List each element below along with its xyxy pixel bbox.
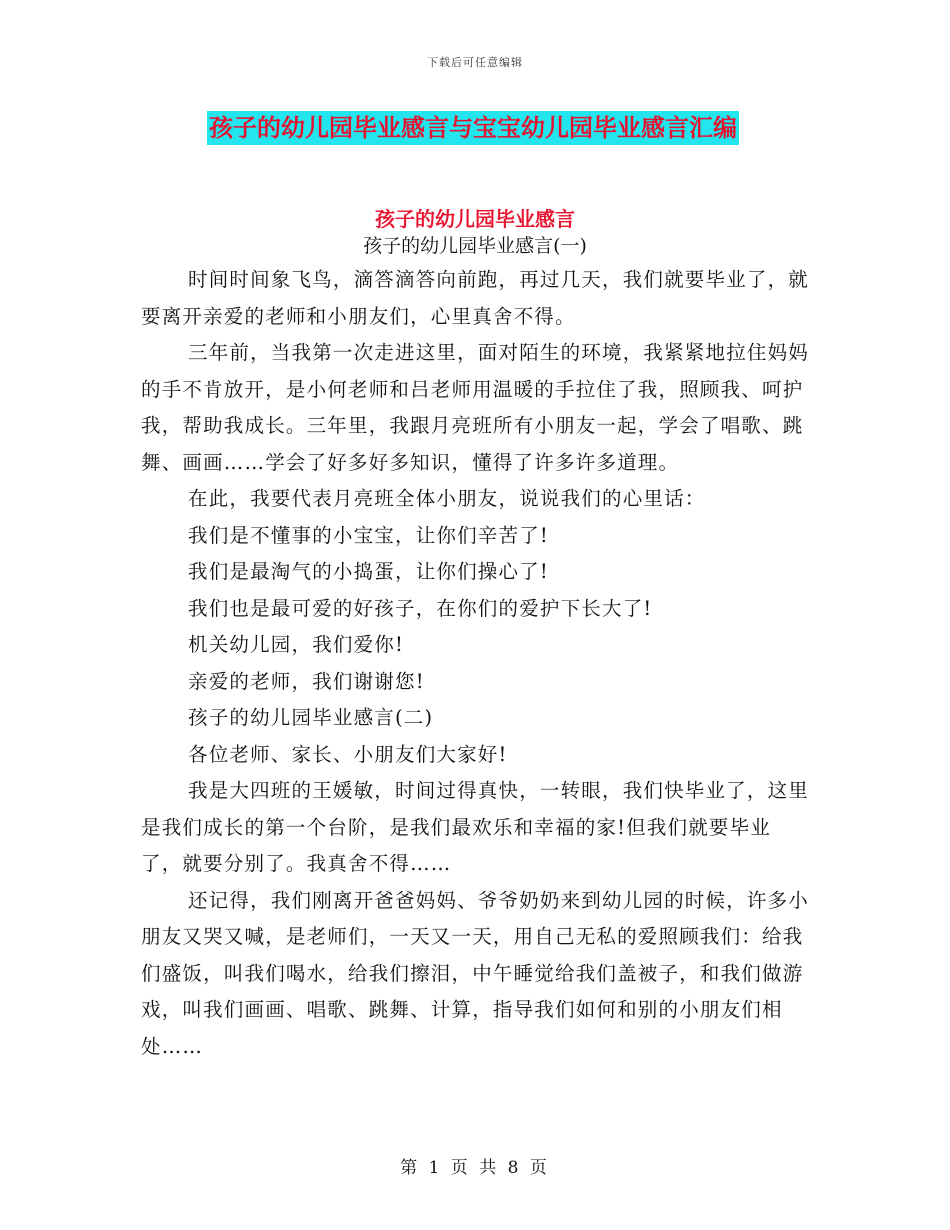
section-subtitle: 孩子的幼儿园毕业感言(一) (363, 235, 587, 257)
paragraph: 还记得，我们刚离开爸爸妈妈、爷爷奶奶来到幼儿园的时候，许多小朋友又哭又喊，是老师们，一天又一天，用自己无私的爱照顾我们：给我们盛饭，叫我们喝水，给我们擦泪，中午睡觉给我们盖被子，和我们做游戏，叫我们画画、唱歌、跳舞、计算，指导我们如何和别的小朋友们相处…… (141, 888, 810, 1058)
paragraph: 时间时间象飞鸟，滴答滴答向前跑，再过几天，我们就要毕业了，就要离开亲爱的老师和小朋友们，心里真舍不得。 (141, 268, 810, 328)
paragraph: 我们也是最可爱的好孩子，在你们的爱护下长大了! (188, 596, 653, 620)
paragraph: 我们是不懂事的小宝宝，让你们辛苦了! (188, 523, 549, 547)
paragraph: 机关幼儿园，我们爱你! (188, 633, 405, 656)
paragraph: 各位老师、家长、小朋友们大家好! (188, 742, 508, 766)
paragraph: 三年前，当我第一次走进这里，面对陌生的环境，我紧紧地拉住妈妈的手不肯放开，是小何老师和吕老师用温暖的手拉住了我，照顾我、呵护我，帮助我成长。三年里，我跟月亮班所有小朋友一起，学会了唱歌、跳舞、画画……学会了好多好多知识，懂得了许多许多道理。 (141, 341, 810, 474)
document-body (141, 262, 809, 1065)
paragraph: 在此，我要代表月亮班全体小朋友，说说我们的心里话： (188, 487, 706, 510)
paragraph: 孩子的幼儿园毕业感言(二) (188, 706, 434, 729)
document-title: 孩子的幼儿园毕业感言与宝宝幼儿园毕业感言汇编 (207, 111, 739, 145)
header-note: 下载后可任意编辑 (427, 56, 523, 69)
paragraph: 我们是最淘气的小捣蛋，让你们操心了! (188, 560, 549, 583)
page-number-footer: 第 1 页 共 8 页 (400, 1158, 550, 1178)
paragraph: 亲爱的老师，我们谢谢您! (188, 669, 425, 693)
section-title: 孩子的幼儿园毕业感言 (375, 207, 575, 231)
paragraph: 我是大四班的王媛敏，时间过得真快，一转眼，我们快毕业了，这里是我们成长的第一个台阶，是我们最欢乐和幸福的家!但我们就要毕业了，就要分别了。我真舍不得…… (141, 779, 810, 875)
